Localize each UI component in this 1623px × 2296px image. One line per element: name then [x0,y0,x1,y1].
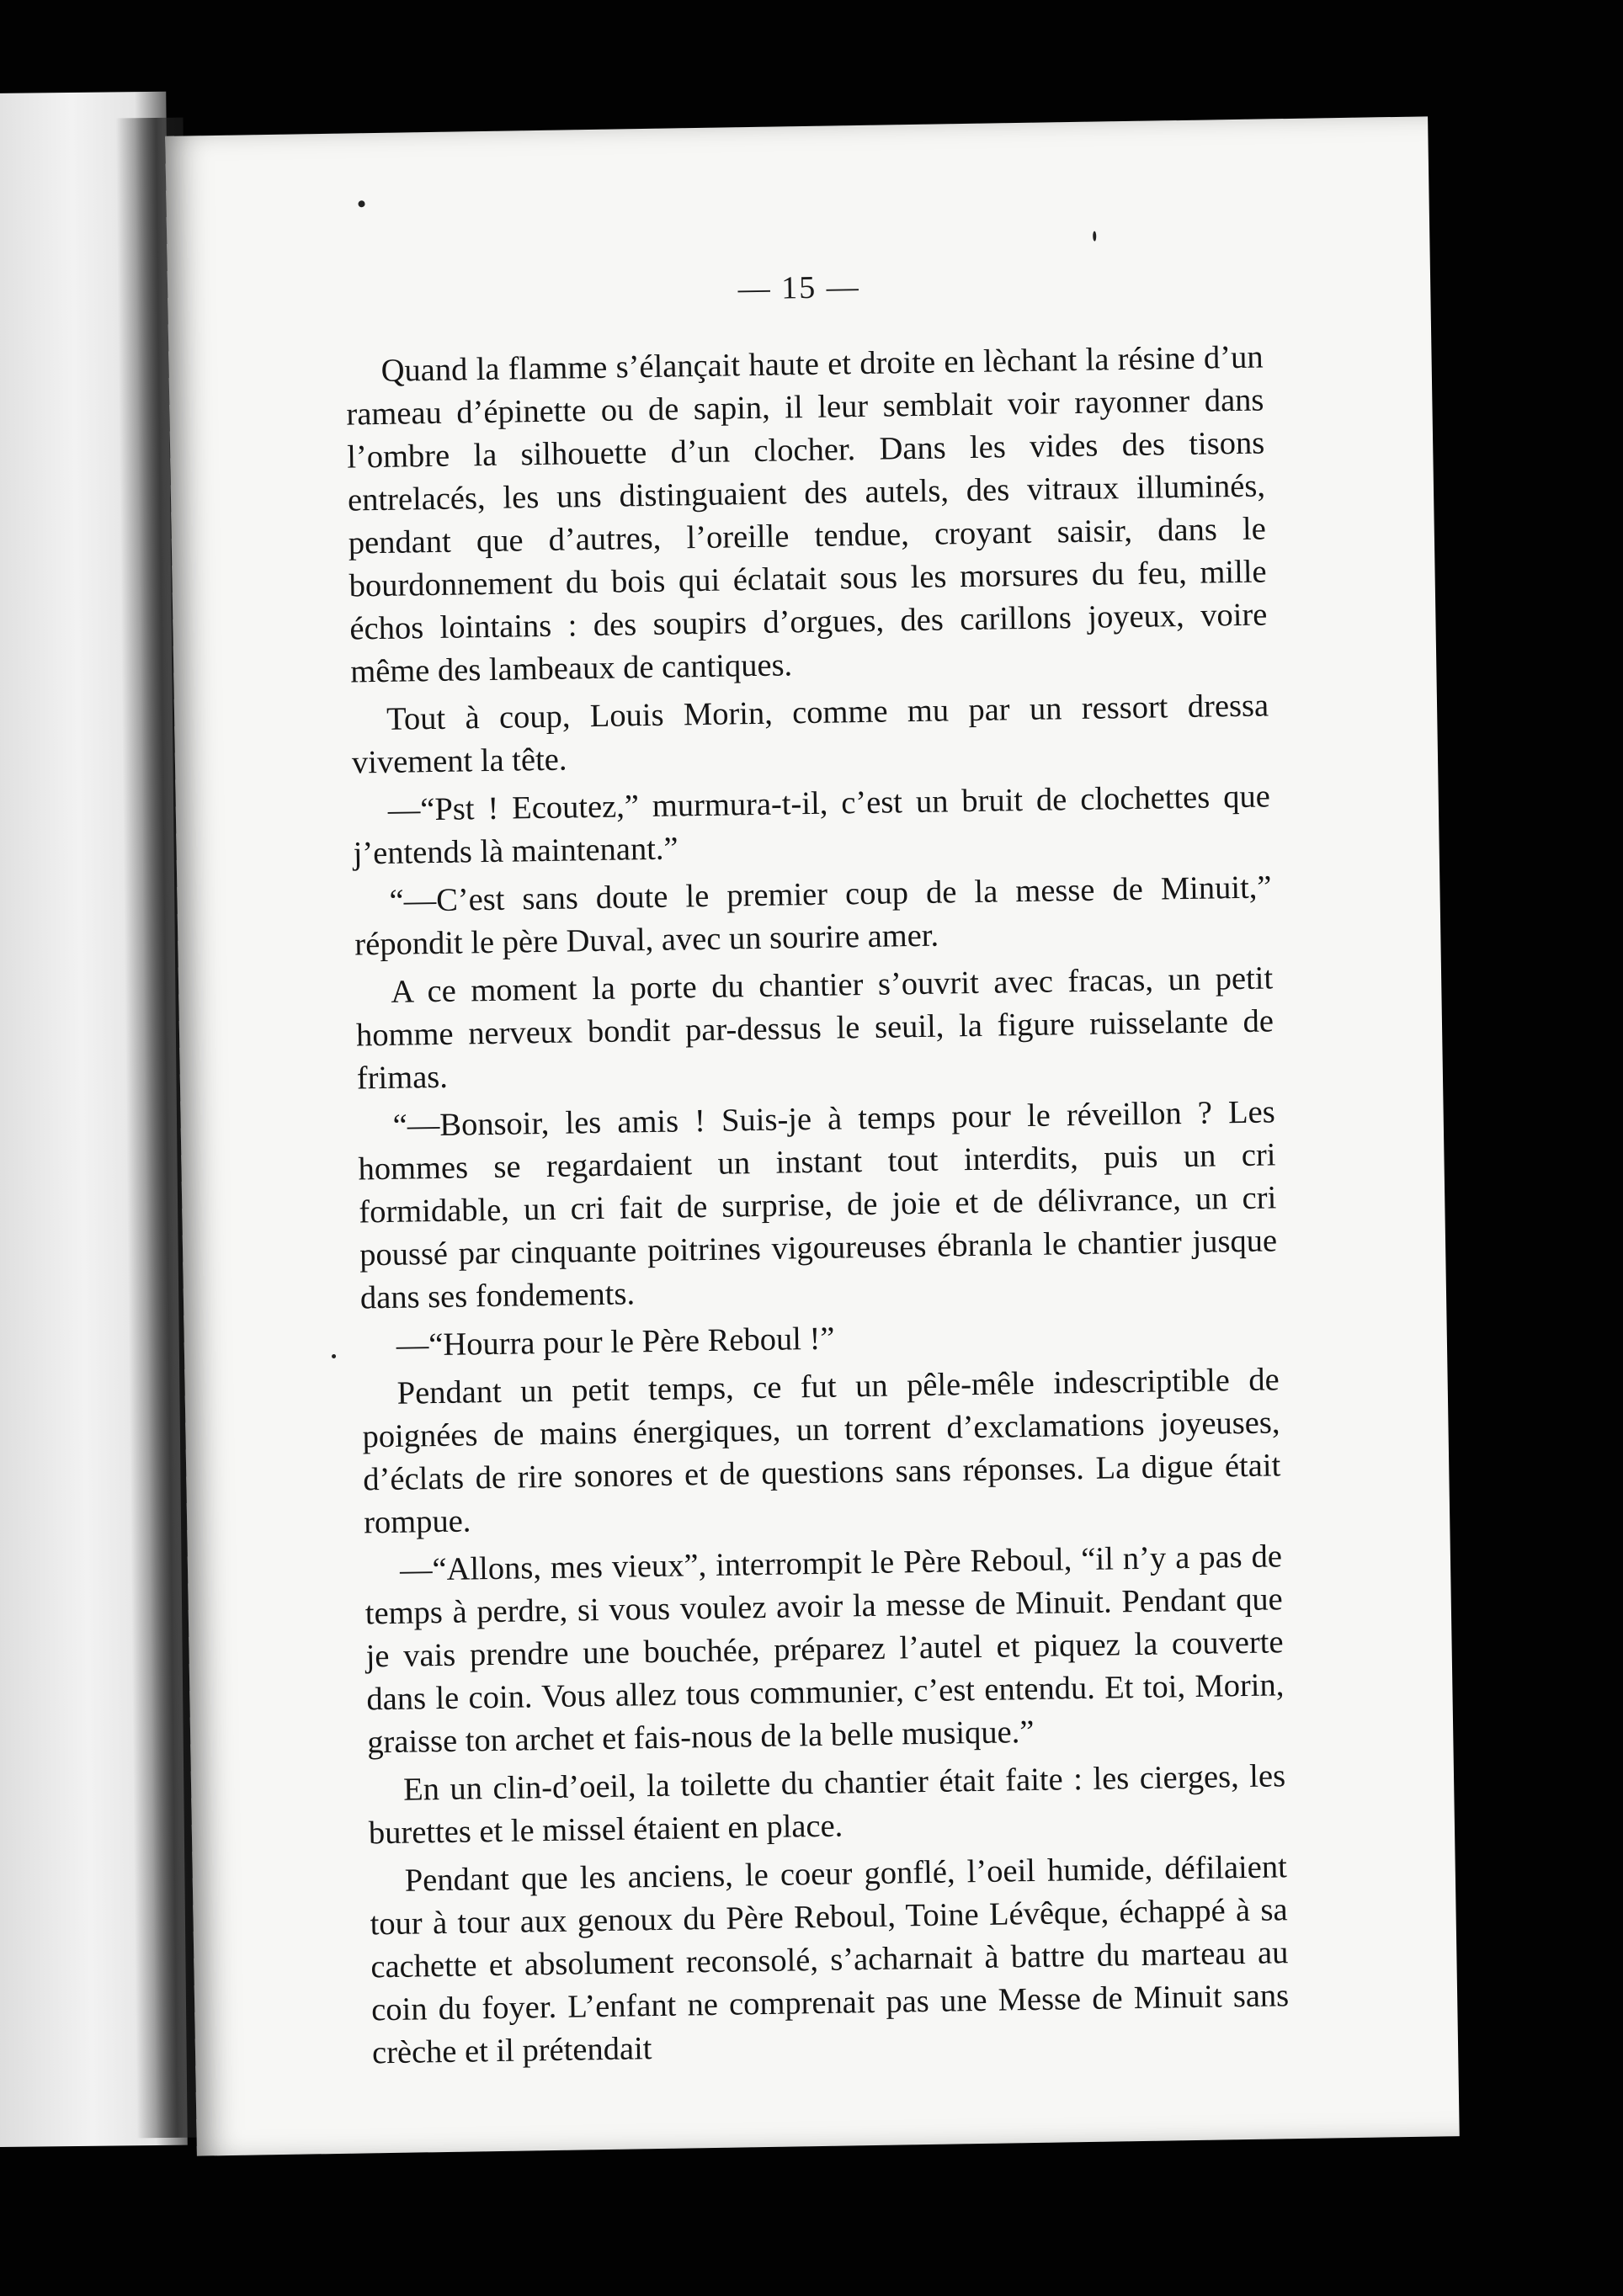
paragraph: Quand la flamme s’élançait haute et droite en lèchant la résine d’un rameau d’épinette ou de sapin, il leur semblait voir rayonner dans l’ombre la silhouette d’un clocher. Dans les vides des tisons entrelacés, les uns distinguaient des autels, des vitraux illuminés, pendant que d’autres, l’oreille tendue, croyant saisir, dans le bourdonnement du bois qui éclatait sous les morsures du feu, mille échos lointains : des soupirs d’orgues, des carillons joyeux, voire même des lambeaux de cantiques. [346,339,1268,690]
paragraph: “—Bonsoir, les amis ! Suis-je à temps pour le réveillon ? Les hommes se regardaient un instant tout interdits, puis un cri formidable, un cri fait de surprise, de joie et de délivrance, un cri poussé par cinquante poitrines vigoureuses ébranla le chantier jusque dans ses fondements. [358,1094,1278,1316]
page-number: — 15 — [737,268,860,307]
book-page [165,116,1460,2155]
paragraph: —“Hourra pour le Père Reboul !” [396,1321,835,1363]
scan-speck [332,1354,336,1358]
scan-speck [358,200,365,207]
paragraph: Tout à coup, Louis Morin, comme mu par un ressort dressa vivement la tête. [351,688,1269,781]
paragraph: A ce moment la porte du chantier s’ouvrit avec fracas, un petit homme nerveux bondit par-dessus le seuil, la figure ruisselante de frimas. [355,960,1274,1097]
paragraph: “—C’est sans doute le premier coup de la messe de Minuit,” répondit le père Duval, avec un sourire amer. [354,869,1272,963]
paragraph: Pendant un petit temps, ce fut un pêle-mêle indescriptible de poignées de mains énergiques, un torrent d’exclamations joyeuses, d’éclats de rire sonores et de questions sans réponses. La digue était rompue. [362,1362,1281,1541]
body-text [345,336,1290,2080]
paragraph: En un clin-d’oeil, la toilette du chantier était faite : les cierges, les burettes et le missel étaient en place. [368,1758,1286,1852]
paragraph: —“Pst ! Ecoutez,” murmura-t-il, c’est un bruit de clochettes que j’entends là maintenant.” [353,779,1271,872]
paragraph: —“Allons, mes vieux”, interrompit le Père Reboul, “il n’y a pas de temps à perdre, si vous voulez avoir la messe de Minuit. Pendant que je vais prendre une bouchée, préparez l’autel et piquez la couverte dans le coin. Vous allez tous communier, c’est entendu. Et toi, Morin, graisse ton archet et fais-nous de la belle musique.” [365,1539,1285,1761]
scan-speck [1093,231,1096,242]
paragraph: Pendant que les anciens, le coeur gonflé, l’oeil humide, défilaient tour à tour aux genoux du Père Reboul, Toine Lévêque, échappé à sa cachette et absolument reconsolé, s’acharnait à battre du marteau au coin du foyer. L’enfant ne comprenait pas une Messe de Minuit sans crèche et il prétendait [370,1849,1290,2071]
